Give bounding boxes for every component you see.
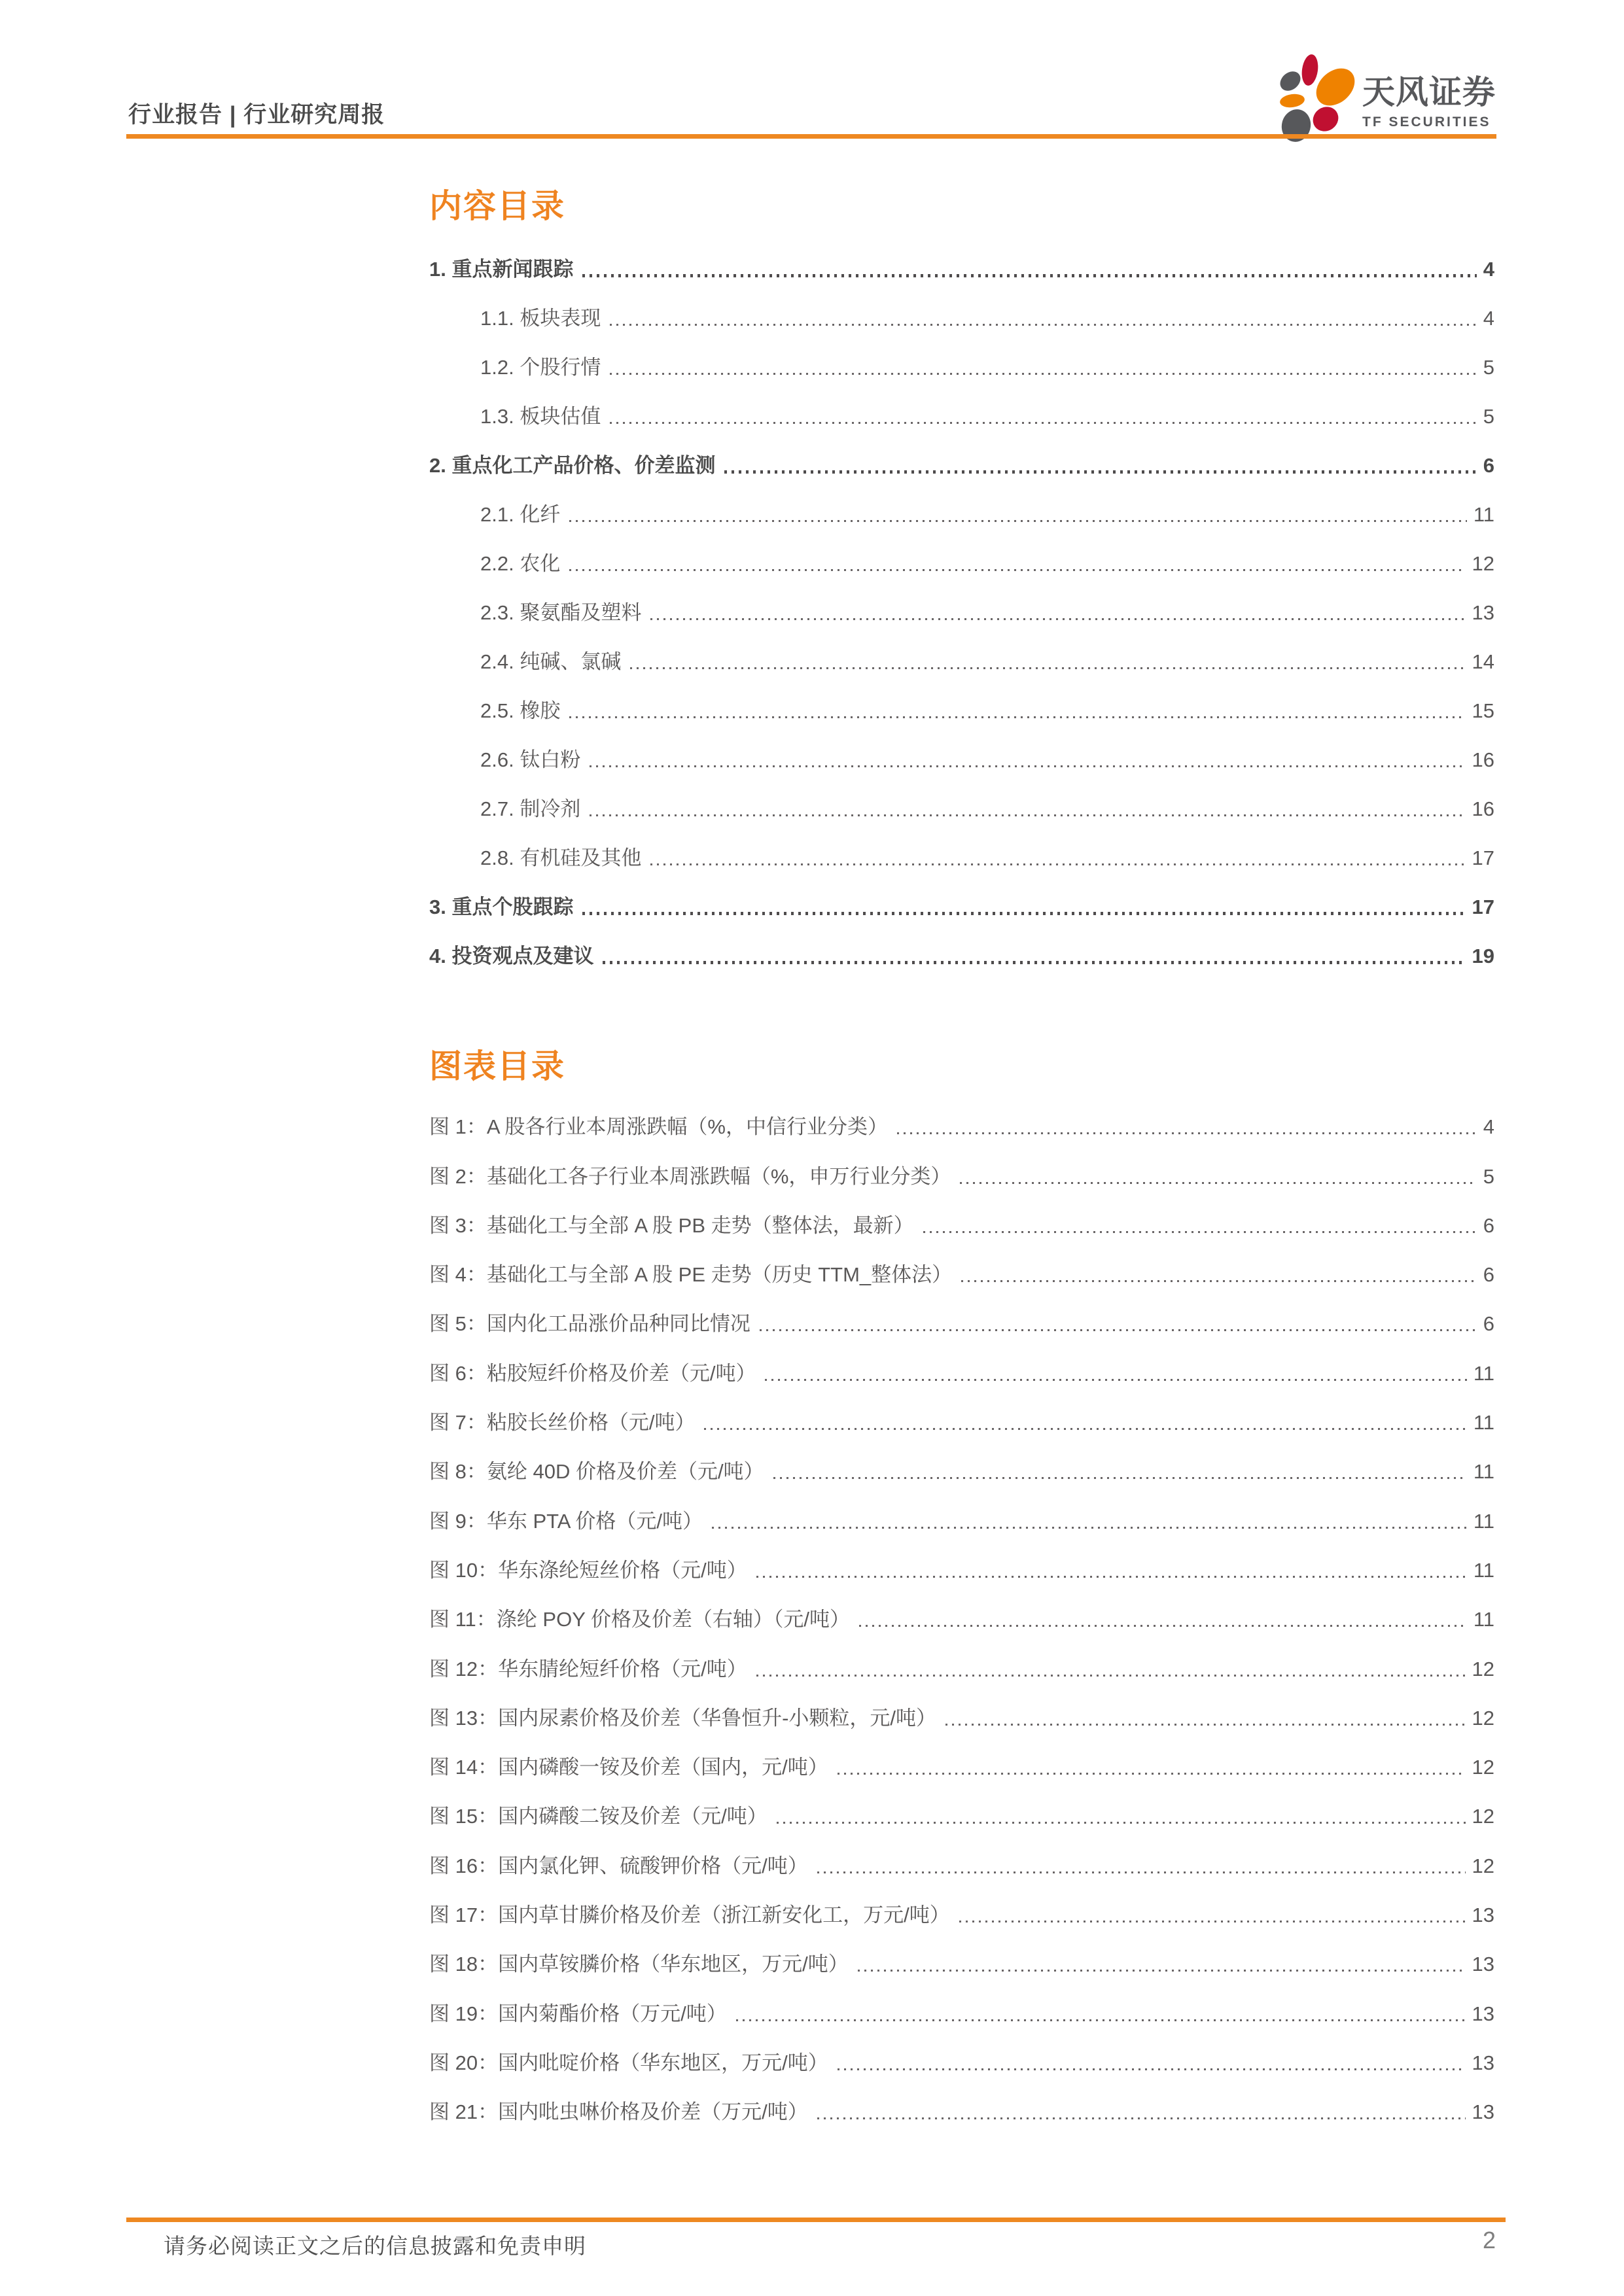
dotted-leader bbox=[923, 1231, 1477, 1233]
figure-entry bbox=[429, 1200, 1494, 1249]
dotted-leader bbox=[603, 961, 1465, 964]
figure-entry-label: 图 11：涤纶 POY 价格及价差（右轴）（元/吨） bbox=[429, 1608, 851, 1631]
figure-entry bbox=[429, 1643, 1494, 1692]
dotted-leader bbox=[569, 716, 1465, 718]
dotted-leader bbox=[724, 470, 1476, 474]
figure-entry-page: 12 bbox=[1472, 1657, 1494, 1680]
dotted-leader bbox=[838, 2068, 1466, 2070]
figure-entry-page: 12 bbox=[1472, 1805, 1494, 1828]
figure-entry-page: 11 bbox=[1473, 1460, 1494, 1484]
figure-list-title: 图表目录 bbox=[429, 1048, 565, 1085]
dotted-leader bbox=[590, 765, 1465, 767]
figure-entry-label: 图 20：国内吡啶价格（华东地区，万元/吨） bbox=[429, 2051, 828, 2074]
figure-entry bbox=[429, 1594, 1494, 1643]
toc-entry-page: 12 bbox=[1472, 552, 1494, 575]
toc-entry-label: 4. 投资观点及建议 bbox=[429, 945, 594, 967]
toc-entry-page: 4 bbox=[1483, 307, 1494, 330]
toc-entry bbox=[429, 882, 1494, 931]
figure-entry-label: 图 2：基础化工各子行业本周涨跌幅（%，申万行业分类） bbox=[429, 1164, 951, 1188]
toc-entry-page: 13 bbox=[1472, 601, 1494, 624]
dotted-leader bbox=[858, 1970, 1466, 1972]
dotted-leader bbox=[590, 814, 1465, 816]
toc-entry bbox=[429, 244, 1494, 293]
toc-entry-label: 1. 重点新闻跟踪 bbox=[429, 258, 574, 281]
figure-entry bbox=[429, 1742, 1494, 1791]
brand-name: 天风证券 bbox=[1362, 74, 1496, 111]
figure-entry-page: 11 bbox=[1473, 1558, 1494, 1582]
dotted-leader bbox=[756, 1675, 1466, 1677]
toc-entry-label: 2.3. 聚氨酯及塑料 bbox=[480, 601, 642, 624]
figure-entry bbox=[429, 1840, 1494, 1889]
dotted-leader bbox=[704, 1428, 1466, 1430]
toc-entry bbox=[429, 342, 1494, 391]
figure-entry-label: 图 9：华东 PTA 价格（元/吨） bbox=[429, 1509, 703, 1533]
figure-entry-label: 图 5：国内化工品涨价品种同比情况 bbox=[429, 1312, 750, 1336]
toc-entry-label: 2.1. 化纤 bbox=[480, 503, 561, 526]
dotted-leader bbox=[961, 1280, 1477, 1282]
figure-entry bbox=[429, 1890, 1494, 1939]
figure-entry bbox=[429, 1939, 1494, 1988]
footer-rule bbox=[126, 2218, 1506, 2222]
figure-entry bbox=[429, 1397, 1494, 1446]
toc-entry-label: 2.7. 制冷剂 bbox=[480, 797, 581, 820]
toc-entry-label: 3. 重点个股跟踪 bbox=[429, 896, 574, 918]
dotted-leader bbox=[773, 1477, 1467, 1479]
figure-entry-page: 6 bbox=[1483, 1312, 1494, 1336]
toc-entry bbox=[429, 784, 1494, 833]
figure-entry bbox=[429, 1298, 1494, 1348]
figure-entry-page: 4 bbox=[1483, 1115, 1494, 1139]
figure-entry-page: 6 bbox=[1483, 1263, 1494, 1287]
figure-entry bbox=[429, 2038, 1494, 2087]
figure-entry-page: 13 bbox=[1472, 1953, 1494, 1976]
toc-entry-page: 17 bbox=[1472, 846, 1494, 869]
toc-entry-page: 15 bbox=[1472, 699, 1494, 722]
toc-entry-page: 14 bbox=[1472, 650, 1494, 673]
toc-entry bbox=[429, 440, 1494, 489]
figure-entry bbox=[429, 1988, 1494, 2037]
page-number: 2 bbox=[1482, 2227, 1496, 2253]
figure-entry bbox=[429, 1446, 1494, 1495]
figure-entry-page: 11 bbox=[1473, 1509, 1494, 1533]
figure-entry-label: 图 3：基础化工与全部 A 股 PB 走势（整体法，最新） bbox=[429, 1213, 914, 1237]
dotted-leader bbox=[756, 1576, 1467, 1578]
figure-entry-label: 图 10：华东涤纶短丝价格（元/吨） bbox=[429, 1558, 747, 1582]
toc-entry-page: 16 bbox=[1472, 797, 1494, 820]
figure-entry-label: 图 13：国内尿素价格及价差（华鲁恒升-小颗粒，元/吨） bbox=[429, 1706, 937, 1730]
figure-entry bbox=[429, 1348, 1494, 1397]
figure-entry-label: 图 14：国内磷酸一铵及价差（国内，元/吨） bbox=[429, 1756, 828, 1779]
dotted-leader bbox=[650, 863, 1465, 865]
toc-entry-page: 6 bbox=[1483, 454, 1494, 477]
dotted-leader bbox=[582, 912, 1465, 915]
dotted-leader bbox=[817, 1871, 1466, 1873]
figure-entry bbox=[429, 1693, 1494, 1742]
figure-entry-page: 6 bbox=[1483, 1213, 1494, 1237]
figure-entry-label: 图 8：氨纶 40D 价格及价差（元/吨） bbox=[429, 1460, 764, 1484]
toc-entry-label: 2.6. 钛白粉 bbox=[480, 748, 581, 771]
toc-entry bbox=[429, 587, 1494, 636]
figure-entry-page: 13 bbox=[1472, 2002, 1494, 2025]
dotted-leader bbox=[760, 1329, 1477, 1331]
figure-entry bbox=[429, 2087, 1494, 2136]
toc-entry-label: 1.3. 板块估值 bbox=[480, 405, 601, 428]
figure-entry bbox=[429, 1102, 1494, 1151]
toc-entry-label: 1.2. 个股行情 bbox=[480, 356, 601, 379]
dotted-leader bbox=[630, 667, 1465, 669]
figure-entry-label: 图 17：国内草甘膦价格及价差（浙江新安化工，万元/吨） bbox=[429, 1904, 950, 1927]
toc-entry-page: 5 bbox=[1483, 405, 1494, 428]
toc-entry-label: 1.1. 板块表现 bbox=[480, 307, 601, 330]
dotted-leader bbox=[582, 274, 1476, 277]
dotted-leader bbox=[610, 324, 1476, 326]
dotted-leader bbox=[610, 373, 1476, 375]
toc-entry bbox=[429, 833, 1494, 882]
figure-entry bbox=[429, 1791, 1494, 1840]
brand-subtitle: TF SECURITIES bbox=[1362, 114, 1491, 130]
figure-entry-page: 12 bbox=[1472, 1756, 1494, 1779]
figure-entry-label: 图 16：国内氯化钾、硫酸钾价格（元/吨） bbox=[429, 1854, 808, 1877]
figure-entry-page: 12 bbox=[1472, 1706, 1494, 1730]
figure-entry-label: 图 1：A 股各行业本周涨跌幅（%，中信行业分类） bbox=[429, 1115, 888, 1139]
toc-entry-label: 2.2. 农化 bbox=[480, 552, 561, 575]
dotted-leader bbox=[736, 2019, 1466, 2021]
figure-entry-page: 11 bbox=[1473, 1411, 1494, 1435]
toc-entry bbox=[429, 293, 1494, 342]
dotted-leader bbox=[859, 1625, 1467, 1627]
toc-entry bbox=[429, 686, 1494, 735]
tf-securities-logo bbox=[1275, 51, 1497, 136]
toc-entry-page: 11 bbox=[1473, 503, 1494, 526]
figure-entry-label: 图 6：粘胶短纤价格及价差（元/吨） bbox=[429, 1361, 756, 1385]
toc-entry-label: 2.5. 橡胶 bbox=[480, 699, 561, 722]
dotted-leader bbox=[610, 422, 1476, 424]
toc-list bbox=[429, 244, 1494, 980]
toc-entry bbox=[429, 489, 1494, 538]
figure-entry-label: 图 15：国内磷酸二铵及价差（元/吨） bbox=[429, 1805, 768, 1828]
toc-entry-page: 4 bbox=[1483, 258, 1494, 281]
dotted-leader bbox=[569, 520, 1466, 522]
figure-entry-page: 5 bbox=[1483, 1164, 1494, 1188]
toc-title: 内容目录 bbox=[429, 188, 565, 224]
figure-entry-page: 12 bbox=[1472, 1854, 1494, 1877]
toc-entry bbox=[429, 931, 1494, 980]
figure-entry-page: 13 bbox=[1472, 2100, 1494, 2124]
dotted-leader bbox=[959, 1921, 1466, 1922]
dotted-leader bbox=[838, 1773, 1466, 1775]
toc-entry bbox=[429, 538, 1494, 587]
figure-entry bbox=[429, 1495, 1494, 1544]
toc-entry bbox=[429, 636, 1494, 686]
dotted-leader bbox=[960, 1182, 1476, 1184]
dotted-leader bbox=[569, 569, 1465, 571]
dotted-leader bbox=[777, 1822, 1466, 1824]
figure-entry-label: 图 21：国内吡虫啉价格及价差（万元/吨） bbox=[429, 2100, 808, 2124]
dotted-leader bbox=[712, 1527, 1467, 1529]
report-type-label: 行业报告 | 行业研究周报 bbox=[128, 102, 385, 128]
figure-list bbox=[429, 1102, 1494, 2136]
toc-entry-page: 17 bbox=[1472, 896, 1494, 918]
figure-entry bbox=[429, 1249, 1494, 1298]
figure-entry-label: 图 18：国内草铵膦价格（华东地区，万元/吨） bbox=[429, 1953, 849, 1976]
dotted-leader bbox=[817, 2117, 1466, 2119]
toc-entry bbox=[429, 735, 1494, 784]
figure-entry-label: 图 7：粘胶长丝价格（元/吨） bbox=[429, 1411, 696, 1435]
dotted-leader bbox=[945, 1724, 1465, 1726]
dotted-leader bbox=[897, 1132, 1477, 1134]
figure-entry-page: 13 bbox=[1472, 1904, 1494, 1927]
toc-entry-page: 19 bbox=[1472, 945, 1494, 967]
dotted-leader bbox=[650, 618, 1465, 620]
toc-entry-label: 2.4. 纯碱、氯碱 bbox=[480, 650, 622, 673]
figure-entry-page: 11 bbox=[1473, 1361, 1494, 1385]
figure-entry-page: 13 bbox=[1472, 2051, 1494, 2074]
dotted-leader bbox=[765, 1379, 1466, 1381]
toc-entry-label: 2. 重点化工产品价格、价差监测 bbox=[429, 454, 716, 477]
figure-entry-label: 图 12：华东腈纶短纤价格（元/吨） bbox=[429, 1657, 747, 1680]
figure-entry bbox=[429, 1545, 1494, 1594]
tf-logo-flower-icon bbox=[1275, 52, 1361, 144]
figure-entry-label: 图 19：国内菊酯价格（万元/吨） bbox=[429, 2002, 727, 2025]
figure-entry bbox=[429, 1151, 1494, 1200]
figure-entry-page: 11 bbox=[1473, 1608, 1494, 1631]
toc-entry-label: 2.8. 有机硅及其他 bbox=[480, 846, 642, 869]
footer-disclaimer: 请务必阅读正文之后的信息披露和免责申明 bbox=[164, 2234, 586, 2258]
header-rule bbox=[126, 134, 1496, 139]
figure-entry-label: 图 4：基础化工与全部 A 股 PE 走势（历史 TTM_整体法） bbox=[429, 1263, 953, 1287]
toc-entry-page: 16 bbox=[1472, 748, 1494, 771]
toc-entry-page: 5 bbox=[1483, 356, 1494, 379]
toc-entry bbox=[429, 391, 1494, 440]
